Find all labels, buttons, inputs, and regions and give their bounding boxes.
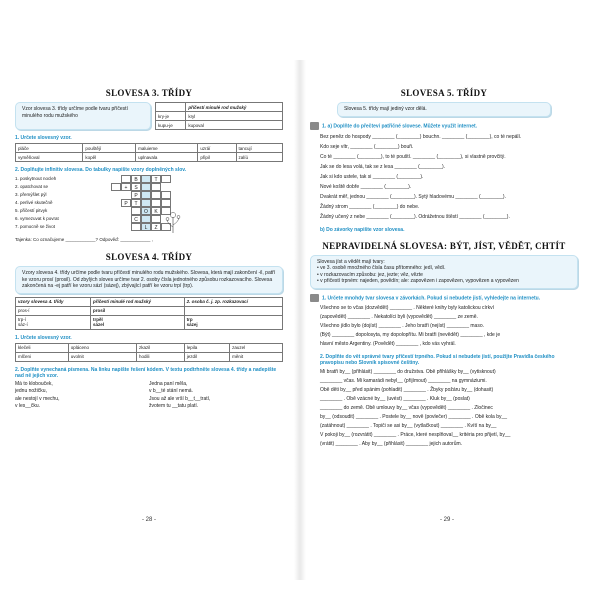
crossword-cell — [141, 191, 151, 199]
crossword-clue: 7. pomocně se život — [15, 224, 56, 229]
crossword-cell — [111, 183, 121, 191]
s4-pattern-head: vzory slovesa 4. třídy — [16, 297, 91, 306]
crossword-clue: 6. vymezuvat k povrat — [15, 216, 59, 221]
s4-task1-cell: uvolnit — [68, 352, 136, 361]
s3-task1-cell: maluieme — [136, 144, 198, 153]
s5-rule-box: Slovesa 5. třídy mají jediný vzor dělá. — [337, 102, 551, 117]
crossword-cell — [111, 175, 121, 183]
s3-rule-row — [15, 102, 283, 130]
poem-line: v les__čku. — [15, 403, 41, 409]
crossword-cell: T — [131, 199, 141, 207]
section-title-slovesa-3: SLOVESA 3. TŘÍDY — [105, 88, 193, 98]
crossword-cell — [111, 199, 121, 207]
crossword-cells — [111, 223, 171, 231]
proverb-line: Dvakrát měř, jednou ________ (________). Sytý hladovému ________ (________). — [320, 193, 506, 200]
s3-task1-cell: uzráí — [198, 144, 236, 153]
exercise-line: (Být) ________ dopolosyta, my dopolopřítu. Mi bratři (nevědět) ________ , kde je — [320, 331, 501, 338]
notebook-icon — [310, 294, 319, 302]
proverb-line: Žádný strom ________ (________) do nebe. — [320, 203, 420, 210]
s3-task-1: 1. Určete slovesný vzor. — [15, 135, 72, 141]
crossword-cell: + — [121, 183, 131, 191]
s3-task1-cell: pláče — [16, 144, 83, 153]
s4-pattern-cell: trp-í sáz-í — [16, 315, 91, 329]
s4-task1-cell: opláceno — [68, 343, 136, 352]
s5-task-1-text: 1. a) Doplňte do přečteví patřičné slovese. Můžete využít internet. — [322, 122, 478, 129]
s3-rule-table-wrap — [155, 102, 283, 130]
irr-task1-lines — [310, 304, 578, 349]
left-page — [15, 88, 283, 411]
crossword-clue: 5. přičestí pitvyk — [15, 208, 48, 213]
s4-pattern-cell: trpěl sázel — [91, 315, 185, 329]
flower-illustration-icon — [165, 209, 181, 233]
crossword-cell — [111, 223, 121, 231]
proverb-line: Jak se do lesa volá, tak se z lesa ________ (________). — [320, 163, 446, 170]
crossword — [15, 175, 283, 231]
poem-line: v b__té stání nemá. — [149, 388, 193, 394]
s3-rule-table — [155, 102, 283, 130]
crossword-row — [15, 223, 283, 231]
s4-task1-cell: jezdil — [184, 352, 229, 361]
exercise-line: Mi bratři by__ (přihlásit) ________ do družstva. Obě přihlášky by__ (vytisknout) — [320, 368, 496, 375]
s4-pattern-cell: prosil — [91, 306, 185, 315]
crossword-clue: 2. opatchovat se — [15, 184, 49, 189]
s4-rule-box: Vzory slovesa 4. třídy určíme podle tvaru příčestí minulého rodu mužského. Slovesa, která mají zakončení -il, patří ke vzoru prosí (prosil). Od zbylých sloves určíme tvar 2. osoby čísla jednotného způsobu rozkazovacího. Slovesa zakončená na -ej patří ke vzoru sází (sázej), zbývající patří ke vzoru trpí (trp). — [15, 266, 283, 294]
crossword-cell — [161, 199, 171, 207]
crossword-cell — [151, 199, 161, 207]
s3-task1-cell: kopěl — [83, 153, 136, 162]
exercise-line: Všechno jídlo bylo (dojíst) ________ . Jeho bratři (nejíst) ________ maso. — [320, 322, 484, 329]
book-gutter — [294, 60, 306, 580]
page-number-right: - 29 - — [440, 517, 455, 523]
crossword-cell — [141, 199, 151, 207]
crossword-cell: C — [131, 215, 141, 223]
crossword-row — [15, 199, 283, 207]
s4-task1-cell: klečeli — [16, 343, 69, 352]
crossword-cell — [131, 223, 141, 231]
irr-rule-box: Slovesa jíst a vědět mají tvary: • ve 3. osobě množného čísla času přítomného: jedí, vědí. • v rozkazovacím způsobu: jez, jezte; věz, vězte • v přičestí trpném: najeden, povědín; ale: zapovězen i zapovězen, vypovězen a vypovězen — [310, 255, 578, 289]
s3-rule-cell: kryl — [186, 112, 283, 121]
proverb-line: Bez peněz do hospody ________ (________) bouchn. ________ (________), co té nepálí. — [320, 133, 522, 140]
section-title-nepravidelna: NEPRAVIDELNÁ SLOVESA: BÝT, JÍST, VĚDĚT, CHTÍT — [322, 240, 566, 251]
crossword-cell: K — [151, 207, 161, 215]
s3-task-2: 2. Doplňujte infinitiv slovesa. Do tabulky napište vzory doplněných slov. — [15, 167, 187, 173]
poem-line: žvotem tu __tatu platí. — [149, 403, 199, 409]
proverb-line: Žádný učený z nebe ________ (________). Odrážetnou štěstí ________ (________). — [320, 213, 510, 220]
poem-line: Má to klobouček, — [15, 380, 53, 387]
crossword-row — [15, 175, 283, 183]
crossword-clue: 4. perlivé skutečně — [15, 200, 53, 205]
crossword-cell: S — [131, 183, 141, 191]
page-number-left: - 28 - — [142, 517, 157, 523]
crossword-cell — [161, 191, 171, 199]
crossword-cell — [151, 215, 161, 223]
s3-task1-cell: uplnavala — [136, 153, 198, 162]
s3-task1-cell: tancují — [236, 144, 282, 153]
crossword-cell — [151, 191, 161, 199]
crossword-cell: P — [121, 199, 131, 207]
proverb-line: Nové koště dobře ________ (________). — [320, 183, 412, 190]
s3-task1-cell: pouštějí — [83, 144, 136, 153]
crossword-cell — [161, 183, 171, 191]
crossword-cells — [111, 199, 171, 207]
crossword-cell — [141, 175, 151, 183]
exercise-line: hlavní město Argentiny. (Povědět) ________ , kdo vás vyhrál. — [320, 340, 456, 347]
section-title-slovesa-4: SLOVESA 4. TŘÍDY — [105, 252, 193, 262]
crossword-row — [15, 215, 283, 223]
s3-rule-table-empty-head — [156, 103, 186, 112]
poem-line: Jsou až ale vrší b__t__tratí, — [149, 395, 211, 402]
crossword-cells — [111, 183, 171, 191]
s4-poem-left — [15, 381, 149, 411]
s5-task-1b: b) Do závorky napište vzor slovesa. — [320, 226, 405, 233]
s4-task1-cell: lepila — [184, 343, 229, 352]
crossword-row — [15, 191, 283, 199]
s5-task-1 — [310, 122, 578, 130]
exercise-line: (vrátit) ________ . Aby by__ (přihlásit) ________ jejich autorům. — [320, 440, 463, 447]
s3-rule-table-head: příčestí minulé rod mužský — [186, 103, 283, 112]
crossword-cells — [111, 175, 171, 183]
irr-task-1 — [310, 294, 578, 302]
s4-pattern-head: příčestí minulé rod mužský — [91, 297, 185, 306]
right-page — [310, 88, 578, 449]
proverb-line: Jak si kdo ustele, tak si ________ (________). — [320, 173, 424, 180]
exercise-line: by__ (odsoudit) ________ . Postele by__ nově (povlečer) ________ . Obě kola by__ — [320, 413, 508, 420]
irr-task-1-text: 1. Určete mnohdy tvar slovesa v závorkách. Pokud si nebudete jistí, vyhledejte na internetu. — [322, 294, 541, 301]
s3-rule-cell: kupu-je — [156, 121, 186, 130]
exercise-line: ________ včas. Mi kamarádi nebyl__ (přijímout) ________ na gymnáziumi. — [320, 377, 487, 384]
s4-task1-cell: hodili — [137, 352, 185, 361]
crossword-cell — [141, 215, 151, 223]
s4-task1-table — [15, 343, 283, 362]
crossword-cells — [111, 191, 171, 199]
exercise-line: (zapovědět) ________ . Nekatolíci byli (vypovědět) ________ ze země. — [320, 313, 478, 320]
s4-pattern-head: 2. osoba č. j. zp. rozkazovací — [184, 297, 282, 306]
s4-task1-cell: zkazil — [137, 343, 185, 352]
s3-task1-cell: připil — [198, 153, 236, 162]
crossword-cell — [121, 215, 131, 223]
s4-pattern-cell — [184, 306, 282, 315]
crossword-cells — [111, 215, 171, 223]
crossword-cell — [121, 207, 131, 215]
crossword-cell — [111, 191, 121, 199]
crossword-cell — [121, 223, 131, 231]
poem-line: jednu nožičku, — [15, 388, 47, 394]
proverb-line: Co té ________ (________), to té pouští. ________ (________), si vlastně provčitý. — [320, 153, 506, 160]
exercise-line: Všechno se to včas (dozvědět) ________ . Některé knihy byly katolickou církví — [320, 304, 494, 311]
exercise-line: (zatáhnout) ________ . Topiči se asi by__ (vytlačkout) ________ . Kvítí na by__ — [320, 422, 497, 429]
crossword-cell — [151, 183, 161, 191]
crossword-cell — [111, 215, 121, 223]
s4-poem-right — [149, 381, 283, 411]
exercise-line: V pokoji by__ (rozvrátit) ________ . Práce, které nesplňoval__ kritéria pro přijetí, by__ — [320, 431, 511, 438]
crossword-cell: L — [141, 223, 151, 231]
crossword-cell — [161, 175, 171, 183]
crossword-cell — [131, 207, 141, 215]
poem-line: Jedna paní měla, — [149, 380, 188, 387]
crossword-cell — [111, 207, 121, 215]
crossword-cells — [111, 207, 171, 215]
irr-task2-lines — [310, 368, 578, 449]
exercise-line: Obě děti by__ před spánim (pohladit) ________ . Žbyky požáru by__ (dohasit) — [320, 386, 494, 393]
s4-task1-cell: měnit — [230, 352, 283, 361]
s4-pattern-cell: pros-í — [16, 306, 91, 315]
crossword-clue: 1. poskytnout nocleh — [15, 176, 57, 181]
exercise-line: ________ do země. Obě umlouvy by__ včas (vypovědět) ________ . Zločinec — [320, 404, 493, 411]
s4-pattern-cell: trp sázej — [184, 315, 282, 329]
proverb-line: Kdo seje vítr, ________ (________) bouři. — [320, 143, 414, 150]
exercise-line: ________ . Obě vzácné by__ (uvést) ________ . Kluk by__ (poslat) — [320, 395, 470, 402]
s4-poem — [15, 381, 283, 411]
section-title-slovesa-5: SLOVESA 5. TŘÍDY — [400, 88, 488, 98]
crossword-cell — [121, 191, 131, 199]
crossword-cell — [121, 175, 131, 183]
crossword-cell: T — [151, 175, 161, 183]
s3-task1-cell: vyměňoval — [16, 153, 83, 162]
crossword-cell: O — [141, 207, 151, 215]
s3-rule-cell: kry-je — [156, 112, 186, 121]
crossword-cell — [141, 183, 151, 191]
notebook-icon — [310, 122, 319, 130]
crossword-row — [15, 207, 283, 215]
crossword-cell: P — [131, 191, 141, 199]
irr-task-2: 2. Doplňte do vět správné tvary přičestí trpného. Pokud si nebudete jistí, použijte Pravidla českého pravopisu nebo Slovník spisovné češtiny. — [320, 353, 555, 366]
s4-task-1: 1. Určete slovesný vzor. — [15, 334, 72, 341]
s4-task-2: 2. Doplňte vynechaná písmena. Na linku napište řešení kódem. V textu podtrhněte slovesa 4. třídy a nadepište nad ně jejich vzor. — [15, 366, 277, 379]
s4-task1-cell: zauzel — [230, 343, 283, 352]
crossword-row — [15, 183, 283, 191]
s4-pattern-table — [15, 297, 283, 330]
s3-task1-cell: zalíú — [236, 153, 282, 162]
s4-task1-cell: mlčeni — [16, 352, 69, 361]
crossword-clue: 3. přemýšlet pýl — [15, 192, 47, 197]
poem-line: ale nestojí v mechu, — [15, 395, 60, 402]
s3-solution-line: Tajenka: Co označujeme ____________? Odpověď: ____________ , — [15, 237, 153, 242]
crossword-cell: B — [131, 175, 141, 183]
s5-proverbs — [310, 132, 578, 222]
s3-rule-box: Vzor slovesa 3. třídy určíme podle tvaru příčestí minulého rodu mužského — [15, 102, 151, 130]
crossword-cell: Z — [151, 223, 161, 231]
s3-task1-table — [15, 143, 283, 162]
s3-rule-cell: kupoval — [186, 121, 283, 130]
